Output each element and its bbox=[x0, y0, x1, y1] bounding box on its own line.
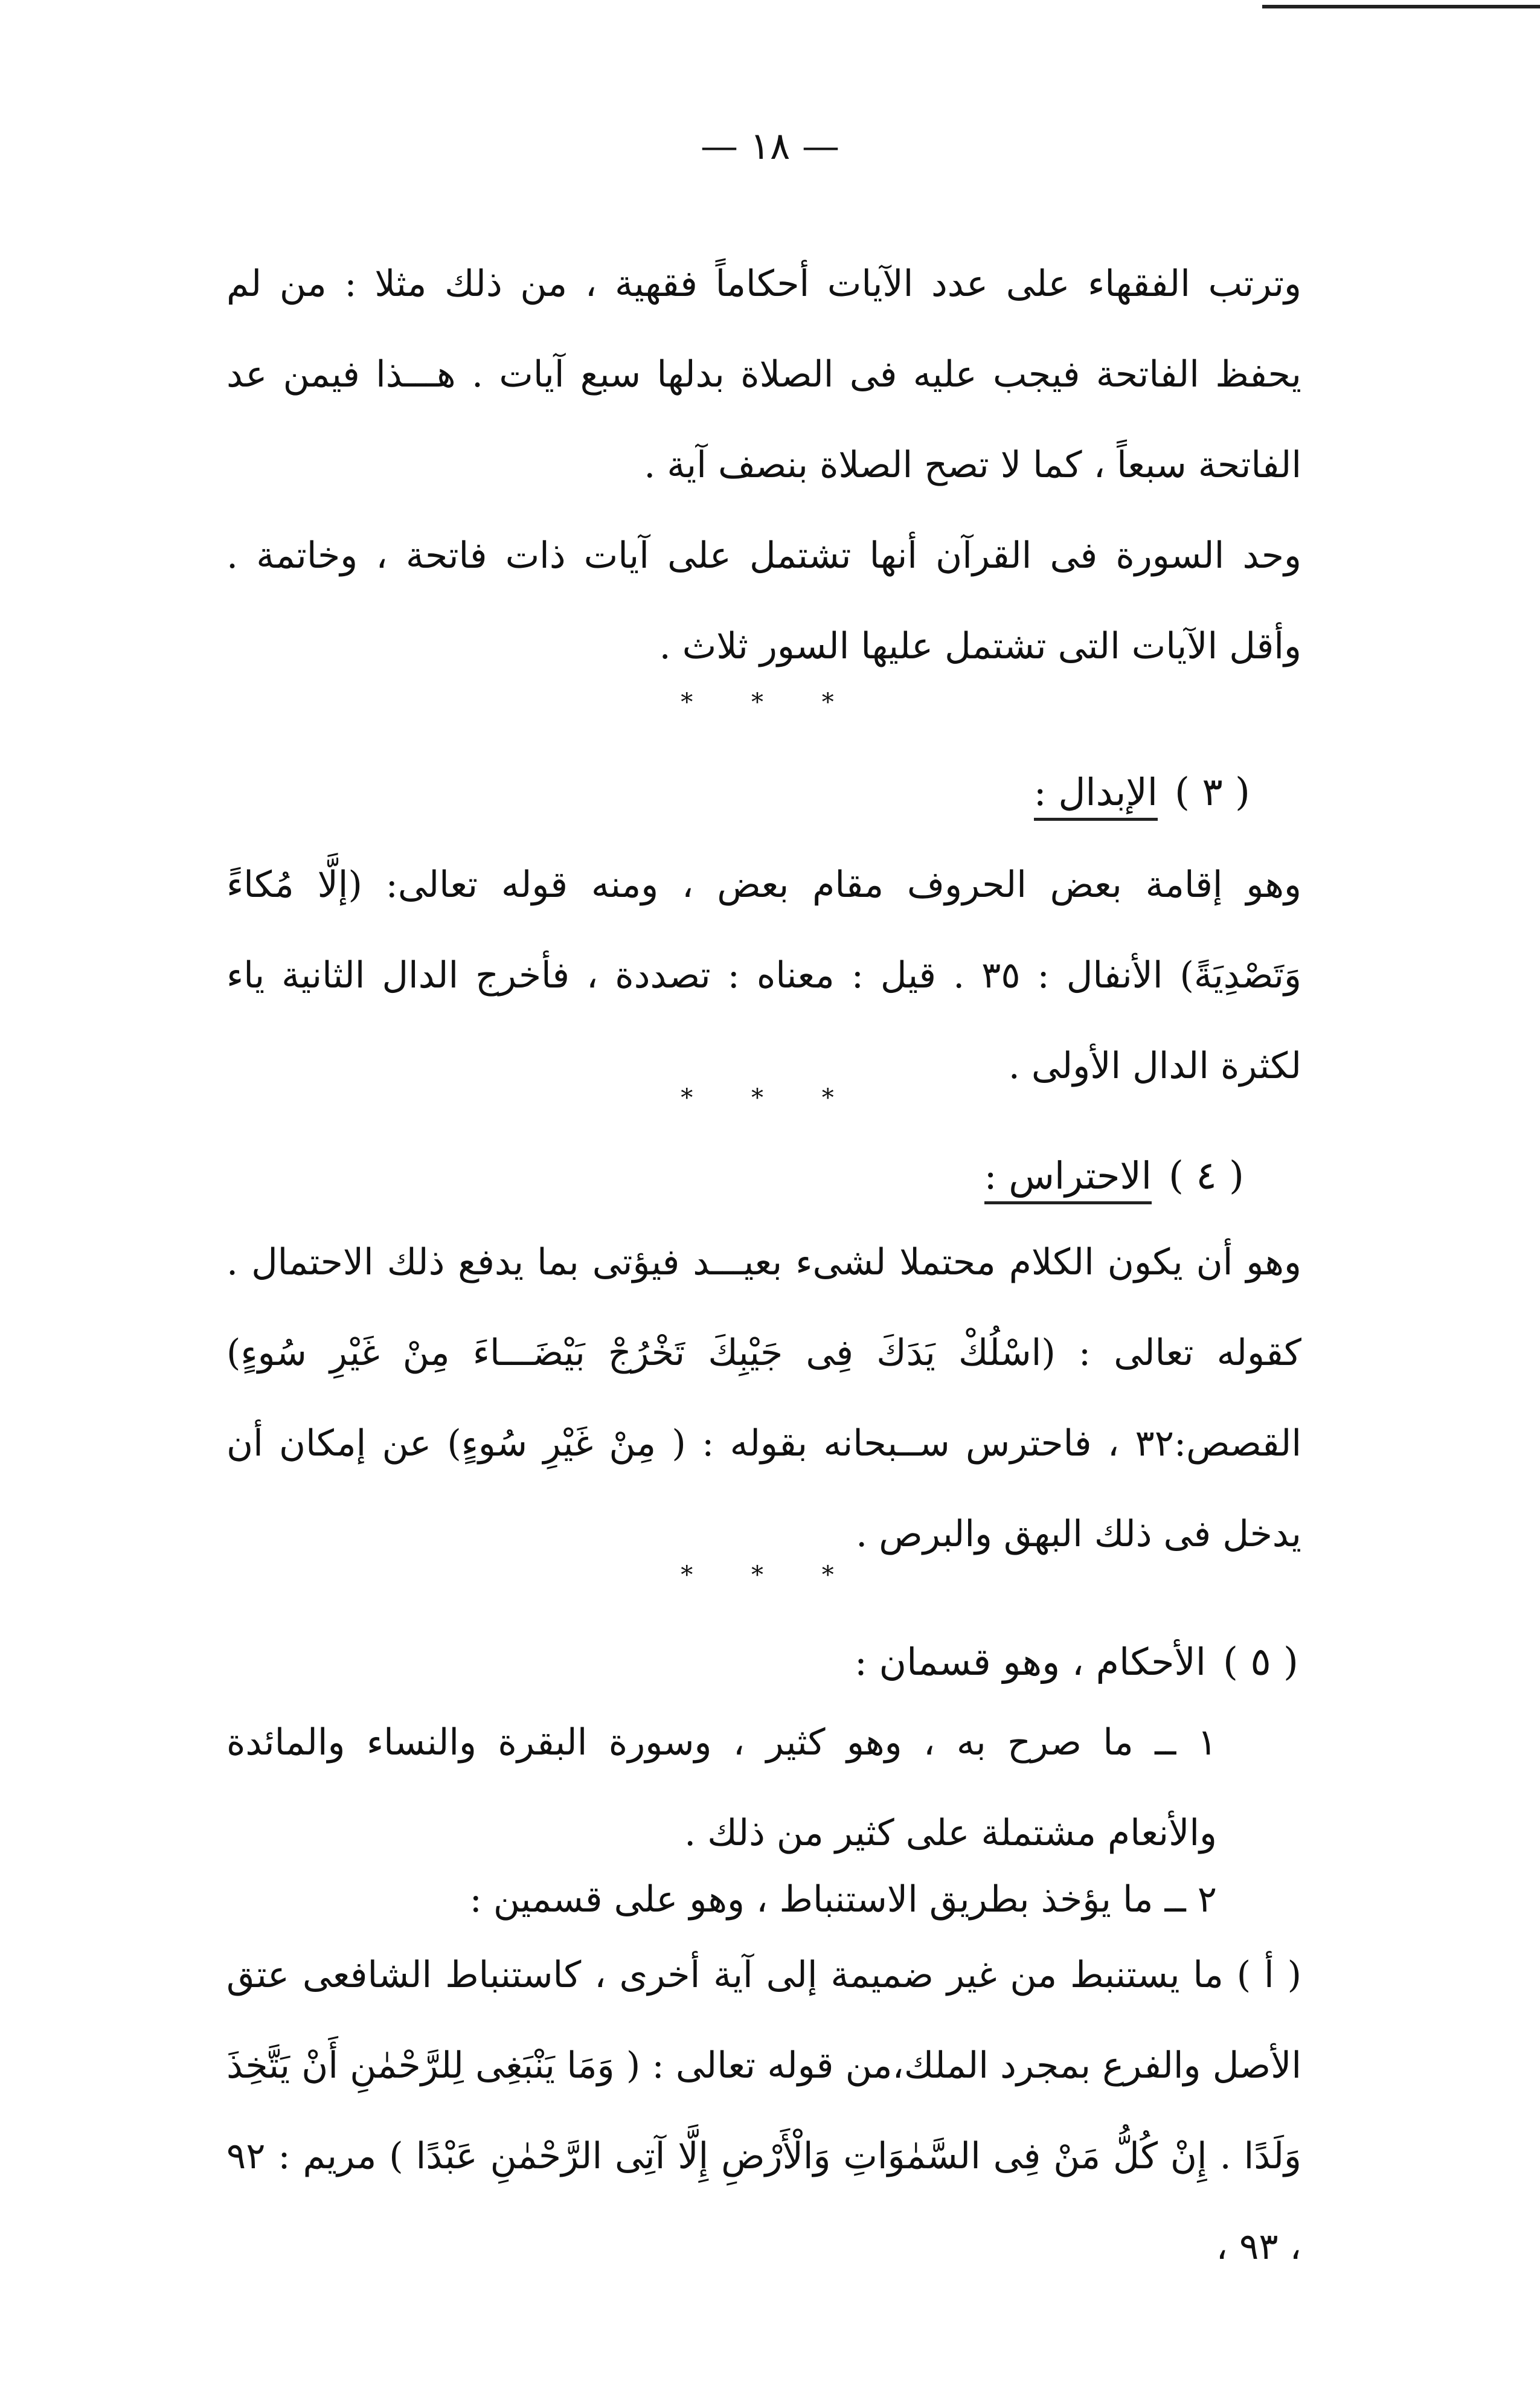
section-3-title: الإبدال : bbox=[1034, 770, 1158, 821]
section-4-number: ( ٤ ) bbox=[1169, 1154, 1244, 1198]
section-4-body bbox=[226, 1217, 1301, 1579]
section-5-item-1 bbox=[226, 1697, 1301, 1878]
section-4-title: الاحتراس : bbox=[984, 1154, 1152, 1204]
section-3-heading bbox=[1034, 770, 1250, 821]
section-5-sub-a bbox=[226, 1930, 1301, 2292]
section-3-body bbox=[226, 840, 1301, 1111]
section-5-sub-a-text: ( أ ) ما يستنبط من غير ضميمة إلى آية أخرى ، كاستنباط الشافعى عتق الأصل والفرع بمجرد الملك،من قوله تعالى : ( وَمَا يَنْبَغِى لِلرَّحْمٰنِ أَنْ يَتَّخِذَ وَلَدًا . إِنْ كُلُّ مَنْ فِى السَّمٰوَاتِ وَالْأَرْضِ إِلَّا آتِى الرَّحْمٰنِ عَبْدًا ) مريم : ٩٢ ، ٩٣ ، bbox=[226, 1954, 1302, 2268]
section-divider-2: * * * bbox=[681, 1084, 859, 1112]
section-divider-1: * * * bbox=[681, 689, 859, 716]
section-5-item-1-text: ١ ــ ما صرح به ، وهو كثير ، وسورة البقرة والنساء والمائدة والأنعام مشتملة على كثير من ذلك . bbox=[226, 1721, 1217, 1854]
page-number: — ١٨ — bbox=[700, 124, 840, 168]
intro-paragraph-1 bbox=[226, 239, 1301, 510]
section-5-heading bbox=[855, 1640, 1298, 1688]
section-4-text: وهو أن يكون الكلام محتملا لشىء بعيـــد فيؤتى بما يدفع ذلك الاحتمال . كقوله تعالى : (اسْلُكْ يَدَكَ فِى جَيْبِكَ تَخْرُجْ بَيْضَـــاءَ مِنْ غَيْرِ سُوءٍ) القصص:٣٢ ، فاحترس ســبحانه بقوله : ( مِنْ غَيْرِ سُوءٍ) عن إمكان أن يدخل فى ذلك البهق والبرص . bbox=[226, 1241, 1301, 1555]
section-5-item-2-text: ٢ ــ ما يؤخذ بطريق الاستنباط ، وهو على قسمين : bbox=[469, 1878, 1217, 1921]
section-5-number: ( ٥ ) bbox=[1223, 1640, 1298, 1684]
section-divider-3: * * * bbox=[681, 1561, 859, 1589]
top-rule bbox=[1262, 5, 1540, 8]
section-3-text: وهو إقامة بعض الحروف مقام بعض ، ومنه قوله تعالى: (إلَّا مُكاءً وَتَصْدِيَةً) الأنفال : ٣٥ . قيل : معناه : تصددة ، فأخرج الدال الثانية ياء لكثرة الدال الأولى . bbox=[226, 864, 1301, 1087]
section-4-heading bbox=[984, 1154, 1244, 1204]
section-5-title: الأحكام ، وهو قسمان : bbox=[854, 1640, 1206, 1684]
intro-text-1: وترتب الفقهاء على عدد الآيات أحكاماً فقهية ، من ذلك مثلا : من لم يحفظ الفاتحة فيجب عليه فى الصلاة بدلها سبع آيات . هـــذا فيمن عد الفاتحة سبعاً ، كما لا تصح الصلاة بنصف آية . bbox=[226, 263, 1301, 486]
intro-text-2: وحد السورة فى القرآن أنها تشتمل على آيات ذات فاتحة ، وخاتمة . وأقل الآيات التى تشتمل عليها السور ثلاث . bbox=[226, 535, 1302, 667]
section-3-number: ( ٣ ) bbox=[1175, 770, 1250, 815]
intro-paragraph-2 bbox=[226, 510, 1301, 692]
